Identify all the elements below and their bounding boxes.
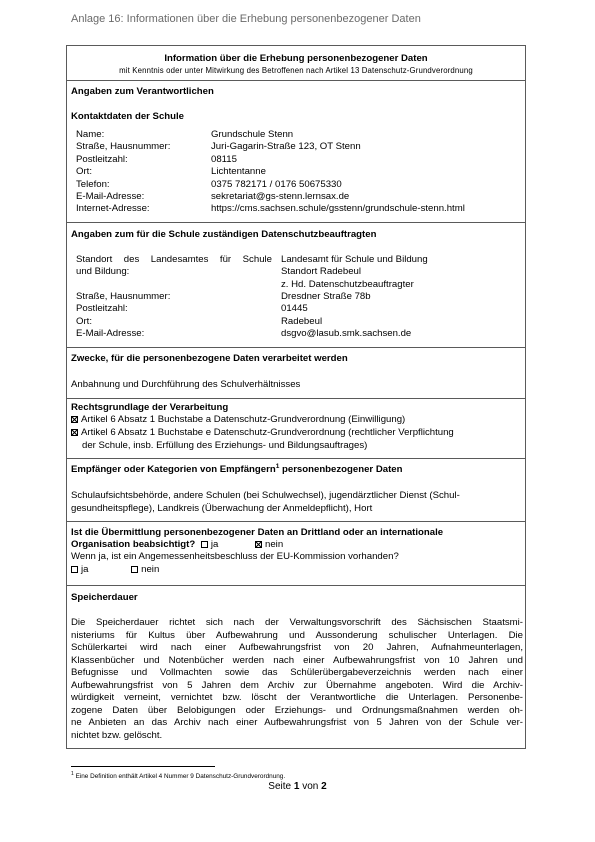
school-name: Grundschule Stenn [211, 129, 294, 140]
info-form [66, 45, 526, 749]
dpo-location-value [281, 254, 428, 291]
storage-text [71, 617, 523, 742]
page-header: Anlage 16: Informationen über die Erhebung personenbezogener Daten [71, 13, 421, 25]
page-middle: von [299, 781, 322, 792]
adequacy-no-checkbox[interactable] [131, 566, 138, 573]
storage-line: Schülerkartei wird nach einer Aufbewahrungsfrist von 20 Jahren, Aufnahmeunterlagen, [71, 642, 523, 653]
storage-line: ne Anbieten an das Archiv nach einer Aufbewahrungsfrist von 5 Jahren von der Schule ver- [71, 717, 523, 728]
recipients-section [67, 459, 525, 522]
school-phone: 0375 782171 / 0176 50675330 [211, 178, 342, 190]
storage-line: Aufbewahrungsfrist von 5 Jahren dem Archiv zur Übernahme angeboten. Wird die Archiv- [71, 679, 523, 691]
transfer-heading-line2: Organisation beabsichtigt? [71, 539, 196, 550]
dpo-label-email: E-Mail-Adresse: [76, 328, 145, 340]
dpo-location-line3: z. Hd. Datenschutzbeauftragter [281, 278, 414, 290]
page-prefix: Seite [268, 781, 294, 792]
adequacy-question: Wenn ja, ist ein Angemessenheitsbeschluss der EU-Kommission vorhanden? [71, 551, 399, 562]
footnote-text: Eine Definition enthält Artikel 4 Nummer 9 Datenschutz-Grundverordnung. [75, 773, 286, 781]
dpo-location-line1: Landesamt für Schule und Bildung [281, 254, 428, 265]
title-section [67, 46, 525, 81]
legal-item-public-task-line2: der Schule, insb. Erfüllung des Erziehungs- und Bildungsauftrages) [82, 439, 368, 451]
school-website: https://cms.sachsen.schule/gsstenn/grundschule-stenn.html [211, 203, 465, 215]
dpo-location-label [76, 254, 272, 279]
responsible-heading: Angaben zum Verantwortlichen [71, 86, 214, 97]
purpose-section [67, 348, 525, 399]
school-contact-labels [76, 129, 170, 216]
adequacy-yes-label: ja [81, 564, 89, 575]
transfer-section [67, 522, 525, 586]
public-task-checkbox[interactable] [71, 429, 78, 436]
storage-line: Die Speicherdauer richtet sich nach der Verwaltungsvorschrift des Sächsischen Staatsmi- [71, 617, 523, 628]
label-postcode: Postleitzahl: [76, 153, 128, 165]
dpo-street: Dresdner Straße 78b [281, 291, 371, 302]
legal-item-consent-text: Artikel 6 Absatz 1 Buchstabe a Datenschutz-Grundverordnung (Einwilligung) [81, 414, 406, 425]
dpo-label-postcode: Postleitzahl: [76, 303, 128, 315]
storage-section [67, 586, 525, 748]
label-name: Name: [76, 129, 105, 140]
footnote-reference[interactable]: 1 [275, 463, 280, 470]
dpo-label-street: Straße, Hausnummer: [76, 291, 171, 302]
transfer-no-checkbox[interactable] [255, 541, 262, 548]
transfer-heading-line1: Ist die Übermittlung personenbezogener Daten an Drittland oder an internationale [71, 527, 444, 538]
responsible-section [67, 81, 525, 223]
dpo-location-line2: Standort Radebeul [281, 266, 362, 278]
doc-subtitle: mit Kenntnis oder unter Mitwirkung des Betroffenen nach Artikel 13 Datenschutz-Grundverordnung [119, 66, 473, 75]
label-email: E-Mail-Adresse: [76, 191, 145, 203]
storage-heading: Speicherdauer [71, 592, 138, 603]
school-email: sekretariat@gs-stenn.lernsax.de [211, 191, 350, 203]
recipients-heading-text: Empfänger oder Kategorien von Empfängern [71, 464, 276, 475]
storage-line: nichtet bzw. gelöscht. [71, 729, 163, 741]
school-postcode: 08115 [211, 153, 237, 165]
adequacy-yes-checkbox[interactable] [71, 566, 78, 573]
recipients-line2: gesundheitspflege), Landkreis (Überwachung der Anmeldepflicht), Hort [71, 502, 373, 514]
label-city: Ort: [76, 166, 92, 178]
dpo-label-city: Ort: [76, 315, 92, 327]
recipients-heading-suffix: personenbezogener Daten [279, 464, 403, 475]
recipients-line1: Schulaufsichtsbehörde, andere Schulen (bei Schulwechsel), jugendärztlicher Dienst (Schul- [71, 490, 460, 501]
legal-item-consent [71, 414, 405, 427]
school-contact-heading: Kontaktdaten der Schule [71, 111, 185, 122]
transfer-yes-label: ja [210, 539, 219, 550]
dpo-postcode: 01445 [281, 303, 308, 315]
purpose-heading: Zwecke, für die personenbezogene Daten verarbeitet werden [71, 353, 348, 364]
legal-basis-section [67, 399, 525, 459]
school-contact-values [211, 129, 465, 216]
legal-heading: Rechtsgrundlage der Verarbeitung [71, 402, 229, 413]
legal-item-public-task-line1: Artikel 6 Absatz 1 Buchstabe e Datenschutz-Grundverordnung (rechtlicher Verpflichtung [81, 427, 454, 438]
dpo-values [281, 291, 411, 341]
storage-line: Befugnisse und Vollmachten sowie das Schülerübergabeverzeichnis werden nach einer [71, 667, 523, 678]
storage-line: nisteriums für Kultus über Aufbewahrung und Aussonderung schulischer Unterlagen. Die [71, 629, 523, 641]
storage-line: Klassenbücher und Notenbücher werden nach einer Aufbewahrungsfrist von 10 Jahren und [71, 654, 523, 666]
consent-checkbox[interactable] [71, 416, 78, 423]
adequacy-no-label: nein [141, 564, 160, 575]
current-page: 1 [293, 781, 300, 792]
footnote-separator [71, 766, 215, 767]
storage-line: zogene Daten über Belobigungen oder Erziehungs- und Ordnungsmaßnahmen werden oh- [71, 704, 523, 716]
legal-item-public-task [71, 427, 454, 452]
page-number [0, 781, 595, 792]
dpo-location-label-line2: und Bildung: [76, 266, 130, 278]
storage-line: würdigkeit verneint, vernichtet bzw. löscht der Verantwortliche die Unterlagen. Personenbe- [71, 692, 523, 703]
label-website: Internet-Adresse: [76, 203, 150, 215]
transfer-no-label: nein [265, 539, 284, 550]
transfer-answer-row [71, 539, 283, 551]
dpo-section [67, 223, 525, 348]
total-pages: 2 [321, 781, 327, 792]
dpo-location-label-line1: Standort des Landesamtes für Schule [76, 254, 272, 265]
recipients-heading [71, 464, 402, 476]
transfer-yes-checkbox[interactable] [201, 541, 208, 548]
recipients-text [71, 490, 460, 515]
purpose-text: Anbahnung und Durchführung des Schulverhältnisses [71, 379, 301, 390]
dpo-heading: Angaben zum für die Schule zuständigen Datenschutzbeauftragten [71, 229, 377, 240]
footnote-mark: 1 [71, 771, 74, 777]
label-phone: Telefon: [76, 178, 110, 190]
doc-title: Information über die Erhebung personenbezogener Daten [164, 53, 428, 64]
dpo-email: dsgvo@lasub.smk.sachsen.de [281, 328, 412, 340]
dpo-labels [76, 291, 170, 341]
dpo-city: Radebeul [281, 315, 323, 327]
label-street: Straße, Hausnummer: [76, 141, 171, 153]
school-city: Lichtentanne [211, 166, 266, 178]
adequacy-answer-row [71, 564, 159, 577]
footnote [71, 771, 285, 780]
school-street: Juri-Gagarin-Straße 123, OT Stenn [211, 141, 361, 153]
